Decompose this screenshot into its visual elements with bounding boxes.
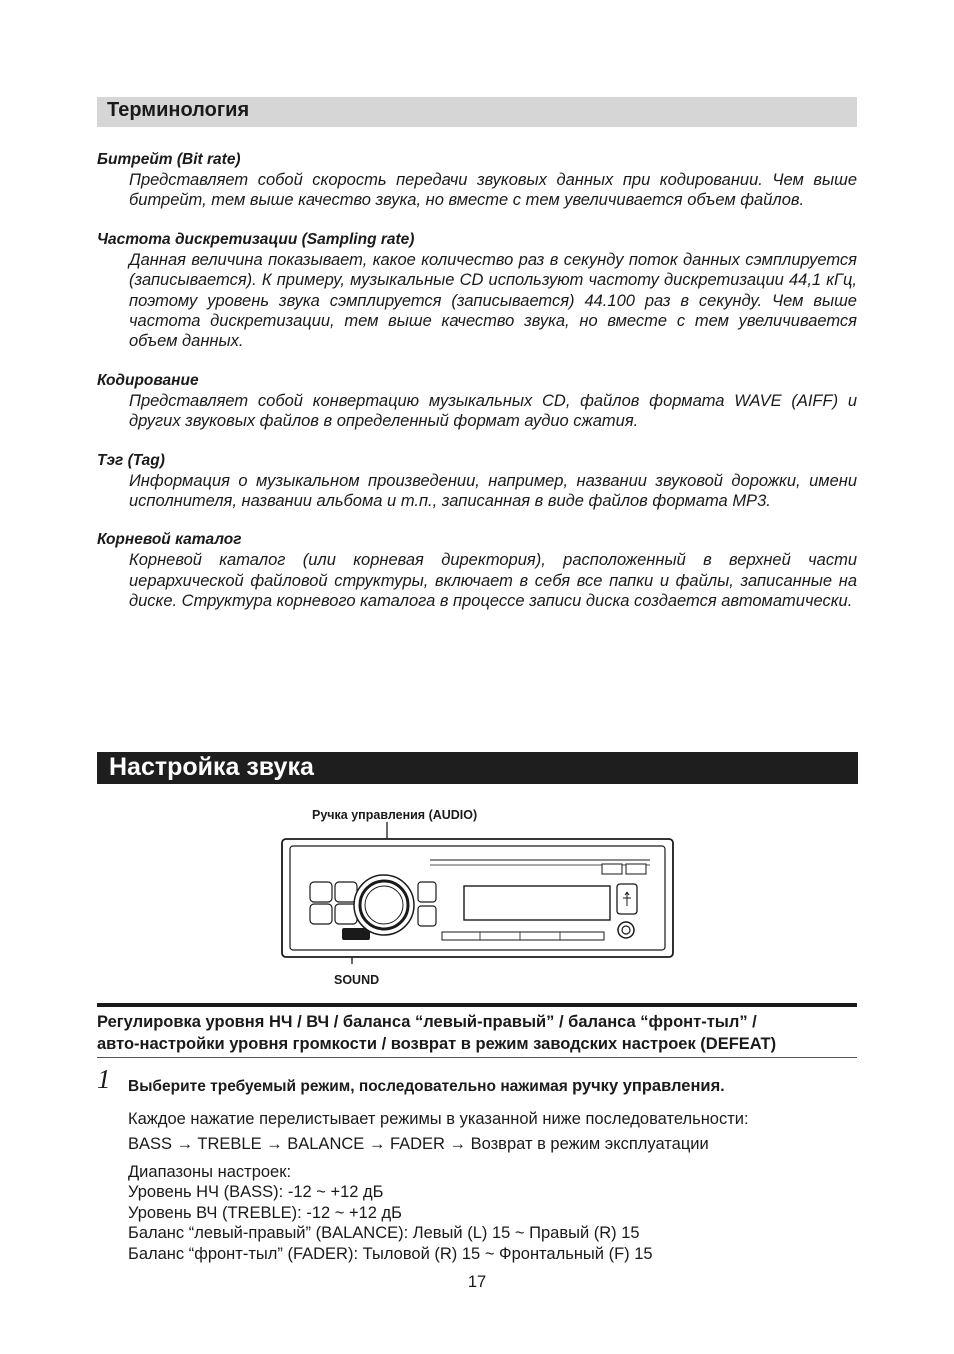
sequence-line: Каждое нажатие перелистывает режимы в указанной ниже последовательности:: [128, 1110, 749, 1128]
step-instruction: [128, 1077, 725, 1096]
sound-button-label: SOUND: [334, 973, 380, 987]
term-title: Кодирование: [97, 371, 199, 389]
sequence-paragraph: [128, 1109, 868, 1155]
sound-heading: Настройка звука: [109, 753, 314, 781]
subheading-line: авто-настройки уровня громкости / возврат в режим заводских настроек (DEFEAT): [97, 1035, 777, 1053]
term-title: Тэг (Tag): [97, 451, 165, 469]
ranges-paragraph: [128, 1162, 868, 1264]
term-title: Корневой каталог: [97, 531, 242, 549]
range-balance: Баланс “левый-правый” (BALANCE): Левый (L) 15 ~ Правый (R) 15: [128, 1224, 640, 1243]
step-text: Выберите требуемый режим, последовательно нажимая: [128, 1078, 573, 1095]
audio-knob-label: Ручка управления (AUDIO): [312, 808, 478, 822]
subheading-line: Регулировка уровня НЧ / ВЧ / баланса “левый-правый” / баланса “фронт-тыл” /: [97, 1013, 757, 1031]
step-text-end: .: [720, 1078, 725, 1095]
sequence-line: BASS → TREBLE → BALANCE → FADER → Возврат в режим эксплуатации: [128, 1135, 709, 1153]
term-encoding: [97, 371, 857, 432]
step-text-bold: ручку управления: [572, 1077, 721, 1095]
subheading-underline: [97, 1057, 857, 1058]
term-body: Корневой каталог (или корневая директория), расположенный в верхней части иерархической файловой структуры, включает в себя все папки и файлы, записанные на диске. Структура корневого каталога в процессе записи диска создается автоматически.: [129, 551, 857, 611]
subheading: [97, 1011, 887, 1055]
page-number: 17: [467, 1273, 487, 1291]
step-number: 1: [97, 1064, 111, 1094]
term-body: Представляет собой скорость передачи звуковых данных при кодировании. Чем выше битрейт, тем выше качество звука, но вместе с тем увеличивается объем файлов.: [129, 171, 857, 210]
term-body: Представляет собой конвертацию музыкальных CD, файлов формата WAVE (AIFF) и других звуковых файлов в определенный формат аудио сжатия.: [129, 391, 857, 431]
terminology-heading: Терминология: [107, 99, 250, 121]
terms-list: [97, 150, 857, 631]
sound-heading-bar: [97, 752, 858, 784]
term-sampling-rate: [97, 230, 857, 352]
terminology-heading-bar: [97, 97, 857, 127]
term-bitrate: [97, 150, 857, 211]
term-root-directory: [97, 530, 857, 611]
term-title: Битрейт (Bit rate): [97, 151, 241, 168]
range-bass: Уровень НЧ (BASS): -12 ~ +12 дБ: [128, 1183, 384, 1202]
section-divider: [97, 1003, 857, 1007]
range-fader: Баланс “фронт-тыл” (FADER): Тыловой (R) 15 ~ Фронтальный (F) 15: [128, 1244, 653, 1263]
range-treble: Уровень ВЧ (TREBLE): -12 ~ +12 дБ: [128, 1203, 403, 1222]
term-tag: [97, 451, 857, 512]
car-stereo-illustration: [280, 822, 676, 964]
term-title: Частота дискретизации (Sampling rate): [97, 230, 415, 248]
ranges-title: Диапазоны настроек:: [128, 1163, 292, 1181]
term-body: Данная величина показывает, какое количество раз в секунду поток данных сэмплируется (записывается). К примеру, музыкальные CD используют частоту дискретизации 44,1 кГц, поэтому уровень звука сэмплируется (записывается) 44.100 раз в секунду. Чем выше частота дискретизации, тем выше качество звука, но вместе с тем увеличивается объем данных.: [129, 250, 857, 351]
term-body: Информация о музыкальном произведении, например, названии звуковой дорожки, имени исполнителя, названии альбома и т.п., записанная в виде файлов формата MP3.: [129, 471, 857, 511]
